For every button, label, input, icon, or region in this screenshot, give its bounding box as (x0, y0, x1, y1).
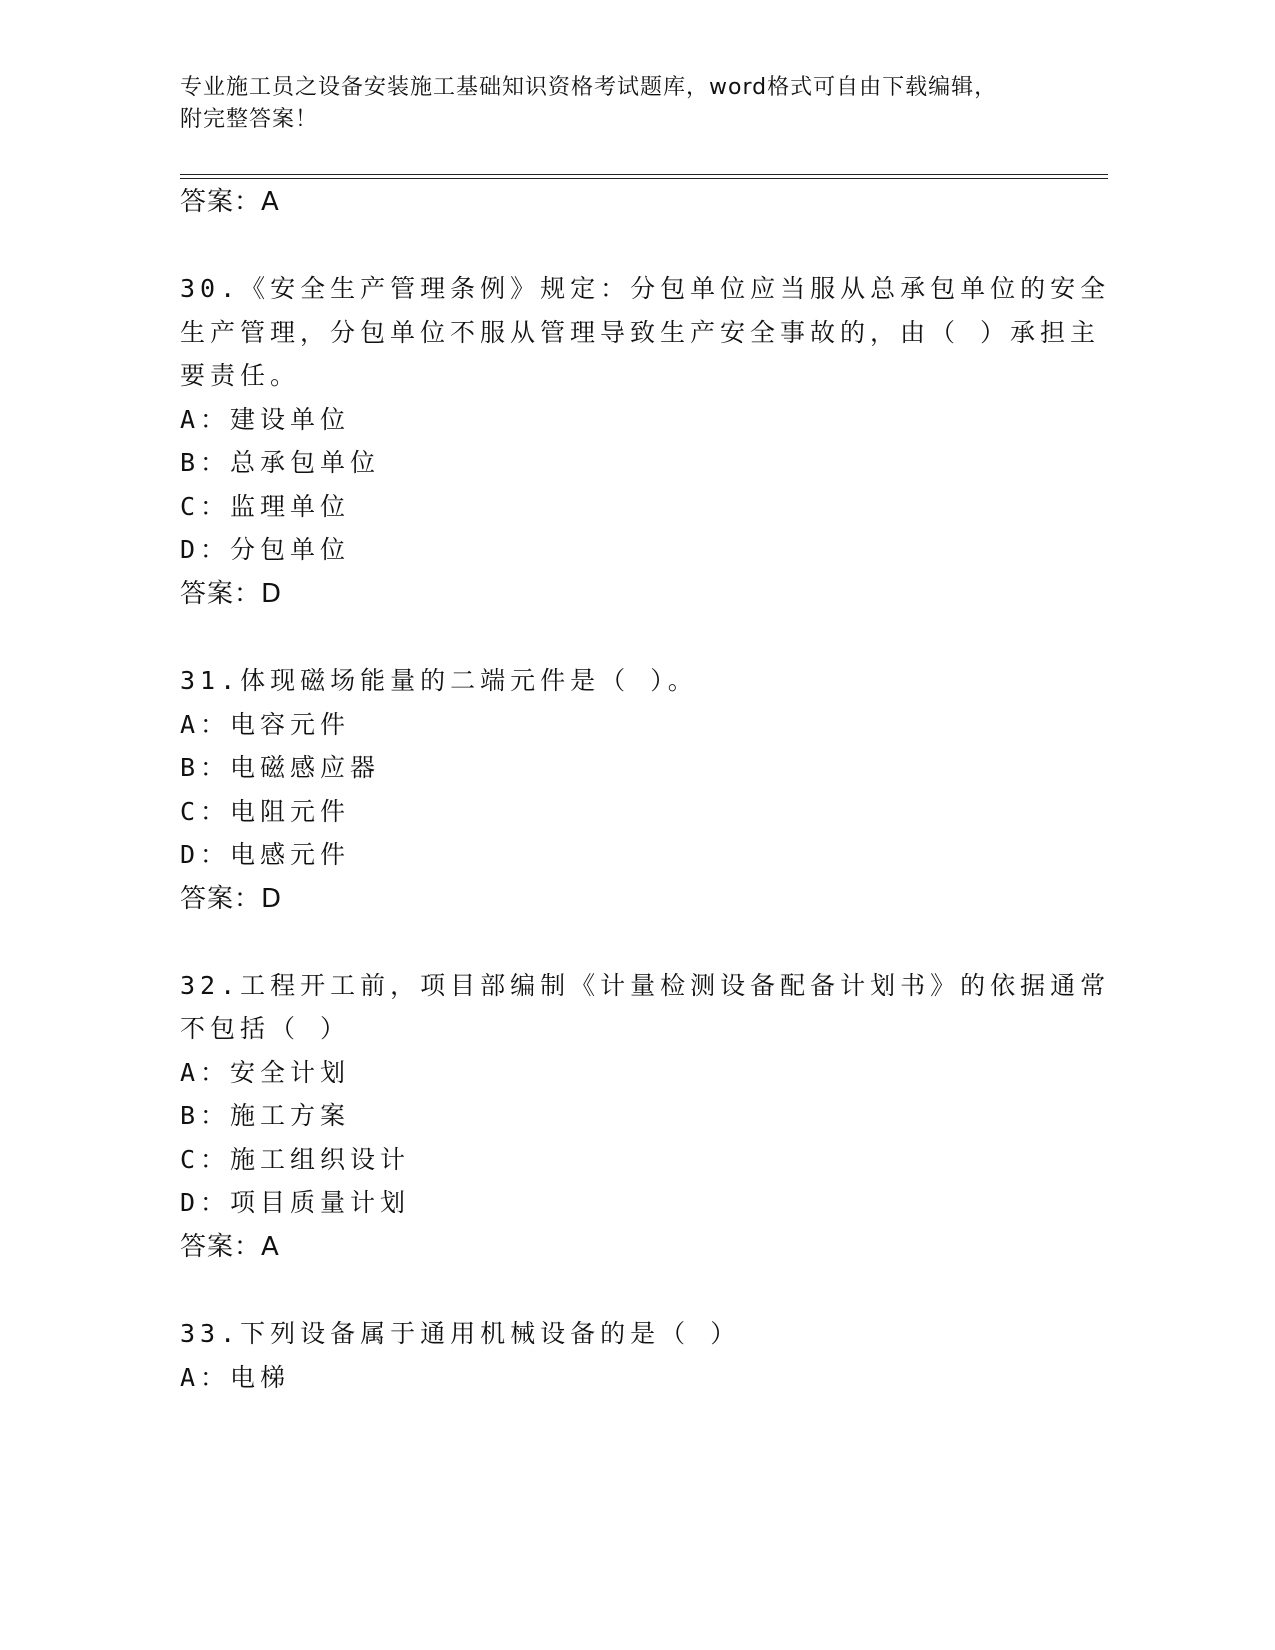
header-line-2: 附完整答案！ (180, 107, 319, 132)
question-30-text: 要责任。 (180, 361, 301, 390)
question-30-option-a: A：建设单位 (180, 405, 351, 434)
question-33-option-a: A：电梯 (180, 1363, 291, 1392)
document-header (180, 72, 1100, 136)
question-31-option-d: D：电感元件 (180, 840, 351, 869)
question-30-text: 生产管理，分包单位不服从管理导致生产安全事故的，由（ ）承担主 (180, 318, 1101, 347)
question-30-answer: 答案：D (180, 579, 283, 609)
question-30-option-b: B：总承包单位 (180, 448, 381, 477)
question-30-text: 30.《安全生产管理条例》规定：分包单位应当服从总承包单位的安全 (180, 274, 1111, 303)
question-31-option-b: B：电磁感应器 (180, 753, 381, 782)
question-31-text: 31.体现磁场能量的二端元件是（ ）。 (180, 666, 698, 695)
question-32-option-a: A：安全计划 (180, 1058, 351, 1087)
question-32-option-b: B：施工方案 (180, 1101, 351, 1130)
previous-answer: 答案：A (180, 187, 280, 217)
question-31-option-a: A：电容元件 (180, 710, 351, 739)
header-divider (180, 178, 1108, 179)
question-31-answer: 答案：D (180, 884, 283, 914)
question-30-option-d: D：分包单位 (180, 535, 351, 564)
question-32-option-c: C：施工组织设计 (180, 1145, 411, 1174)
question-32-option-d: D：项目质量计划 (180, 1188, 411, 1217)
header-line-1: 专业施工员之设备安装施工基础知识资格考试题库，word格式可自由下载编辑， (180, 75, 998, 100)
header-divider (180, 174, 1108, 175)
question-31-option-c: C：电阻元件 (180, 797, 351, 826)
question-32-text: 32.工程开工前，项目部编制《计量检测设备配备计划书》的依据通常 (180, 971, 1111, 1000)
question-30-option-c: C：监理单位 (180, 492, 351, 521)
question-32-answer: 答案：A (180, 1232, 280, 1262)
question-32-text: 不包括（ ） (180, 1014, 351, 1043)
question-33-text: 33.下列设备属于通用机械设备的是（ ） (180, 1319, 741, 1348)
